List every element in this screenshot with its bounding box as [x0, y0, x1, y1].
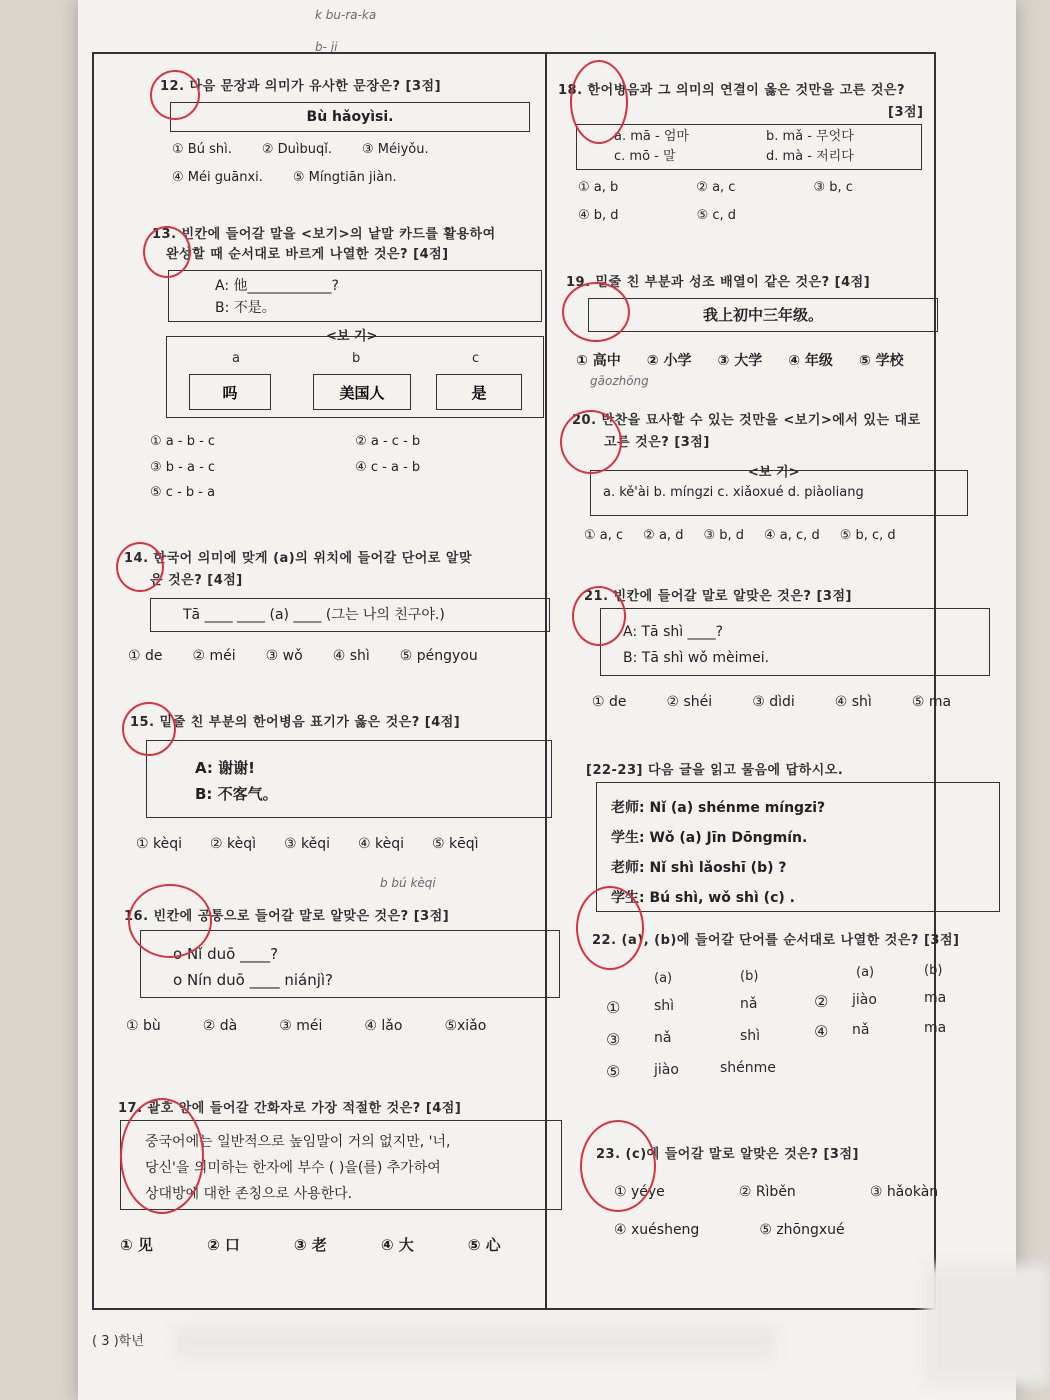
q16-line-2: o Nín duō ____ niánjì?	[173, 971, 334, 989]
q12-option-4[interactable]: ④ Méi guānxi.	[172, 170, 263, 185]
q23-option-2[interactable]: ② Rìběn	[738, 1184, 796, 1200]
q18-options-row1	[578, 180, 853, 195]
q16-red-circle	[128, 884, 212, 958]
q16-options	[126, 1018, 486, 1034]
q17-option-2[interactable]: ② 口	[206, 1236, 240, 1254]
handwritten-note-2: b- ji	[315, 40, 338, 54]
q20-title-1: 20. 반찬을 묘사할 수 있는 것만을 <보기>에서 있는 대로	[572, 413, 921, 428]
q13-card-b: 美国人	[313, 374, 411, 410]
q2223-line-3: 老师: Nǐ shì lǎoshī (b) ?	[611, 860, 787, 876]
q15-option-3[interactable]: ③ kěqi	[284, 836, 330, 852]
q15-option-1[interactable]: ① kèqi	[136, 836, 182, 852]
q17-red-circle	[120, 1098, 204, 1214]
q14-option-2[interactable]: ② méi	[192, 648, 236, 664]
q13-options-row2	[150, 460, 420, 475]
q20-option-3[interactable]: ③ b, d	[703, 528, 745, 543]
q23-options-row1	[614, 1184, 938, 1200]
q23-title: 23. (c)에 들어갈 말로 알맞은 것은? [3점]	[596, 1147, 859, 1162]
q12-red-circle	[150, 70, 200, 120]
q19-box: 我上初中三年级。	[588, 298, 938, 332]
q18-option-5[interactable]: ⑤ c, d	[696, 208, 737, 223]
q18-options-row2	[578, 208, 736, 223]
q23-options-row2	[614, 1222, 845, 1238]
redacted-area-bottom	[175, 1325, 775, 1359]
q14-option-3[interactable]: ③ wǒ	[265, 648, 303, 664]
q13-line-a: A: 他____________?	[215, 278, 339, 294]
q13-option-5[interactable]: ⑤ c - b - a	[150, 485, 216, 500]
q20-title-2: 고른 것은? [3점]	[604, 435, 710, 450]
q13-card-a: 吗	[189, 374, 271, 410]
q12-options-row2	[172, 170, 397, 185]
q13-card-tag-c: c	[472, 351, 480, 366]
q22-row3-a: nǎ	[654, 1030, 672, 1046]
q12-option-2[interactable]: ② Duìbuqǐ.	[261, 142, 332, 157]
q22-row3-b: shì	[740, 1028, 761, 1044]
q22-row1-num[interactable]: ①	[606, 998, 621, 1017]
q17-box-line-2: 당신'을 의미하는 한자에 부수 ( )을(를) 추가하여	[145, 1160, 441, 1176]
q21-title: 21. 빈칸에 들어갈 말로 알맞은 것은? [3점]	[584, 589, 852, 604]
q21-red-circle	[572, 586, 626, 646]
q17-option-5[interactable]: ⑤ 心	[467, 1236, 501, 1254]
q18-pair-a: a. mā - 엄마	[614, 129, 689, 144]
q14-red-circle	[116, 542, 164, 592]
q16-option-3[interactable]: ③ méi	[279, 1018, 323, 1034]
q17-box-line-1: 중국어에는 일반적으로 높임말이 거의 없지만, '너,	[145, 1134, 451, 1150]
q19-options	[576, 350, 904, 370]
q21-line-a: A: Tā shì ____?	[623, 624, 724, 640]
q15-title: 15. 밑줄 친 부분의 한어병음 표기가 옳은 것은? [4점]	[130, 715, 461, 730]
q14-title-1: 14. 한국어 의미에 맞게 (a)의 위치에 들어갈 단어로 알맞	[124, 551, 473, 566]
q18-points: [3점]	[888, 105, 924, 120]
q15-line-b: B: 不客气。	[195, 785, 278, 803]
q21-line-b: B: Tā shì wǒ mèimei.	[623, 650, 770, 666]
q20-options	[584, 528, 896, 543]
q13-title-2: 완성할 때 순서대로 바르게 나열한 것은? [4점]	[166, 247, 449, 262]
q16-option-4[interactable]: ④ lǎo	[364, 1018, 403, 1034]
q22-row4-b: ma	[924, 1020, 947, 1036]
q16-option-5[interactable]: ⑤xiǎo	[444, 1018, 487, 1034]
q14-options	[128, 648, 478, 664]
q22-row2-a: jiào	[852, 992, 877, 1008]
footer-grade-label: ( 3 )학년	[92, 1334, 144, 1349]
q20-bogi-title: <보 기>	[748, 465, 800, 480]
q18-pair-c: c. mō - 말	[614, 149, 676, 164]
q19-option-5[interactable]: ⑤ 学校	[858, 353, 904, 369]
redacted-area-right	[925, 1265, 1050, 1385]
q22-head-a-left: (a)	[654, 971, 673, 986]
q21-options	[592, 694, 951, 710]
q21-option-1[interactable]: ① de	[592, 694, 627, 710]
q15-red-circle	[122, 702, 176, 756]
q18-red-circle	[570, 60, 628, 144]
q23-option-5[interactable]: ⑤ zhōngxué	[759, 1222, 845, 1238]
q15-options	[136, 836, 479, 852]
q23-red-circle	[580, 1120, 656, 1212]
q12-option-5[interactable]: ⑤ Míngtiān jiàn.	[292, 170, 397, 185]
q13-bogi-title: <보 기>	[326, 329, 378, 344]
q21-option-3[interactable]: ③ dìdi	[752, 694, 795, 710]
q22-row1-b: nǎ	[740, 996, 758, 1012]
q23-option-3[interactable]: ③ hǎokàn	[869, 1184, 939, 1200]
q13-card-tag-b: b	[352, 351, 361, 366]
q22-row5-a: jiào	[654, 1062, 679, 1078]
q22-head-b-right: (b)	[924, 963, 943, 978]
q12-option-1[interactable]: ① Bú shì.	[172, 142, 232, 157]
q13-card-tag-a: a	[232, 351, 240, 366]
q21-option-2[interactable]: ② shéi	[666, 694, 713, 710]
q18-option-4[interactable]: ④ b, d	[578, 208, 619, 223]
q22-row2-b: ma	[924, 990, 947, 1006]
q19-option-1[interactable]: ① 高中	[576, 353, 621, 369]
q13-options-row3	[150, 485, 215, 500]
q22-head-b-left: (b)	[740, 969, 759, 984]
q15-dialogue-box	[146, 740, 552, 818]
q15-option-4[interactable]: ④ kèqi	[358, 836, 404, 852]
q17-options	[120, 1234, 501, 1255]
q16-line-1: o Nǐ duō ____?	[173, 945, 279, 963]
q2223-passage-box	[596, 782, 1000, 912]
q13-title-1: 13. 빈칸에 들어갈 말을 <보기>의 낱말 카드를 활용하여	[152, 227, 496, 242]
q17-option-1[interactable]: ① 见	[120, 1236, 153, 1254]
q18-option-2[interactable]: ② a, c	[696, 180, 736, 195]
q20-option-2[interactable]: ② a, d	[643, 528, 684, 543]
q19-red-circle	[562, 282, 630, 342]
q12-option-3[interactable]: ③ Méiyǒu.	[361, 142, 429, 157]
q13-option-4[interactable]: ④ c - a - b	[355, 460, 421, 475]
q22-row5-b: shénme	[720, 1060, 776, 1076]
q14-box: Tā ____ ____ (a) ____ (그는 나의 친구야.)	[150, 598, 550, 632]
q18-option-1[interactable]: ① a, b	[578, 180, 619, 195]
q13-option-3[interactable]: ③ b - a - c	[150, 460, 216, 475]
q17-title: 17. 괄호 안에 들어갈 간화자로 가장 적절한 것은? [4점]	[118, 1101, 462, 1116]
q13-options-row1	[150, 434, 420, 449]
q12-box: Bù hǎoyìsi.	[170, 102, 530, 132]
q22-row4-num[interactable]: ④	[814, 1022, 829, 1041]
q22-row4-a: nǎ	[852, 1022, 870, 1038]
q13-dialogue-box	[168, 270, 542, 322]
q13-option-1[interactable]: ① a - b - c	[150, 434, 216, 449]
q17-option-3[interactable]: ③ 老	[293, 1236, 327, 1254]
q16-option-2[interactable]: ② dà	[202, 1018, 238, 1034]
q15-line-a: A: 谢谢!	[195, 759, 255, 777]
q15-handwritten-note: b bú kèqi	[380, 876, 436, 890]
q20-bogi-box: a. kě'ài b. míngzi c. xiǎoxué d. piàoliang	[590, 470, 968, 516]
q18-pair-b: b. mǎ - 무엇다	[766, 129, 854, 144]
q23-option-4[interactable]: ④ xuésheng	[614, 1222, 700, 1238]
q2223-line-4: 学生: Bú shì, wǒ shì (c) .	[611, 890, 795, 906]
q22-row1-a: shì	[654, 998, 675, 1014]
q22-title: 22. (a), (b)에 들어갈 단어를 순서대로 나열한 것은? [3점]	[592, 933, 960, 948]
q18-pair-d: d. mà - 저리다	[766, 149, 854, 164]
q14-title-2: 은 것은? [4점]	[150, 573, 243, 588]
q14-option-5[interactable]: ⑤ péngyou	[399, 648, 478, 664]
q2223-line-2: 学生: Wǒ (a) Jīn Dōngmín.	[611, 830, 808, 846]
q14-option-4[interactable]: ④ shì	[332, 648, 370, 664]
q19-option-3[interactable]: ③ 大学	[717, 353, 763, 369]
q13-option-2[interactable]: ② a - c - b	[355, 434, 421, 449]
q16-option-1[interactable]: ① bù	[126, 1018, 161, 1034]
q22-row5-num[interactable]: ⑤	[606, 1062, 621, 1081]
q19-option-4[interactable]: ④ 年级	[788, 353, 833, 369]
q17-box-line-3: 상대방에 대한 존칭으로 사용한다.	[145, 1186, 353, 1202]
q20-red-circle	[560, 410, 622, 474]
q19-handwritten-note: gāozhōng	[590, 374, 649, 388]
q19-title: 19. 밑줄 친 부분과 성조 배열이 같은 것은? [4점]	[566, 275, 871, 290]
q21-option-4[interactable]: ④ shì	[834, 694, 872, 710]
q22-head-a-right: (a)	[856, 965, 875, 980]
q17-option-4[interactable]: ④ 大	[380, 1236, 414, 1254]
q13-line-b: B: 不是。	[215, 300, 276, 316]
q2223-line-1: 老师: Nǐ (a) shénme míngzi?	[611, 800, 826, 816]
q18-option-3[interactable]: ③ b, c	[813, 180, 853, 195]
q13-red-circle	[143, 226, 191, 278]
q21-option-5[interactable]: ⑤ ma	[911, 694, 952, 710]
q22-red-circle	[576, 886, 644, 970]
q20-option-1[interactable]: ① a, c	[584, 528, 624, 543]
q15-option-5[interactable]: ⑤ kēqì	[432, 836, 479, 852]
q12-options-row1	[172, 142, 429, 157]
q20-option-4[interactable]: ④ a, c, d	[764, 528, 820, 543]
q22-row2-num[interactable]: ②	[814, 992, 829, 1011]
q2223-title: [22-23] 다음 글을 읽고 물음에 답하시오.	[586, 763, 844, 778]
q16-title: 16. 빈칸에 공통으로 들어갈 말로 알맞은 것은? [3점]	[124, 909, 450, 924]
handwritten-note-1: k bu-ra-ka	[315, 8, 377, 22]
q21-box	[600, 608, 990, 676]
q22-row3-num[interactable]: ③	[606, 1030, 621, 1049]
q18-title: 18. 한어병음과 그 의미의 연결이 옳은 것만을 고른 것은?	[558, 83, 905, 98]
q20-option-5[interactable]: ⑤ b, c, d	[839, 528, 896, 543]
q15-option-2[interactable]: ② kèqì	[210, 836, 256, 852]
q14-option-1[interactable]: ① de	[128, 648, 163, 664]
q12-title: 12. 다음 문장과 의미가 유사한 문장은? [3점]	[160, 79, 442, 94]
q23-option-1[interactable]: ① yéye	[614, 1184, 665, 1200]
q19-option-2[interactable]: ② 小学	[646, 353, 692, 369]
q13-card-c: 是	[436, 374, 522, 410]
